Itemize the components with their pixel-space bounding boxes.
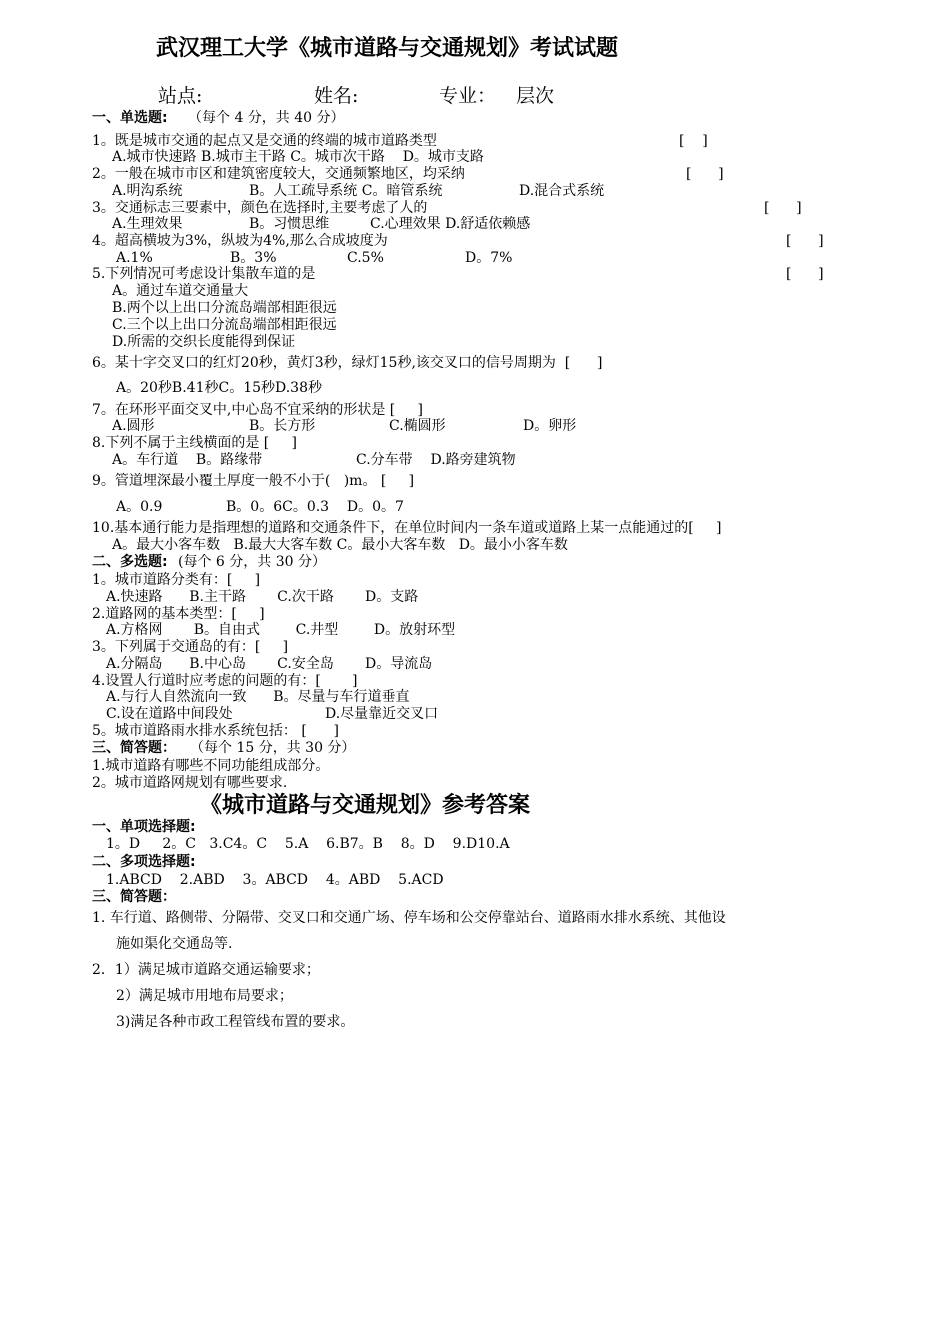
s2-q3-options: A.分隔岛 B.中心岛 C.安全岛 D。导流岛 (106, 656, 433, 672)
s1-q8: 8.下列不属于主线横面的是 [ ] (92, 435, 297, 451)
s1-q4-option-c: C.5% (347, 250, 384, 266)
s1-q5-option-c: C.三个以上出口分流岛端部相距很远 (112, 317, 337, 333)
s1-q9-option-bcd: B。0。6C。0.3 D。0。7 (226, 499, 404, 515)
s1-q2-option-d: D.混合式系统 (519, 183, 605, 199)
answers-short-2-line-3: 3)满足各种市政工程管线布置的要求。 (116, 1014, 355, 1030)
s1-q3-option-cd: C.心理效果 D.舒适依赖感 (370, 216, 531, 232)
answers-title: 《城市道路与交通规划》参考答案 (200, 792, 531, 818)
s2-q1: 1。城市道路分类有：[ ] (92, 572, 261, 588)
s2-q2-options: A.方格网 B。自由式 C.井型 D。放射环型 (106, 622, 456, 638)
s1-q5-option-a: A。通过车道交通量大 (112, 283, 249, 299)
s1-q2-option-a: A.明沟系统 (112, 183, 183, 199)
name-label: 姓名: (314, 85, 359, 107)
section-2-note: (每个 6 分，共 30 分） (178, 554, 326, 570)
s1-q1: 1。既是城市交通的起点又是交通的终端的城市道路类型 (92, 133, 437, 149)
s1-q4-option-d: D。7% (465, 250, 513, 266)
s2-q4-options-ab: A.与行人自然流向一致 B。尽量与车行道垂直 (106, 689, 410, 705)
station-label: 站点: (158, 85, 203, 107)
answers-heading-3: 三、简答题： (92, 889, 176, 905)
s1-q7-option-d: D。卵形 (523, 418, 577, 434)
section-1-heading: 一、单选题: (92, 110, 168, 126)
s1-q5-bracket: [ ] (786, 266, 824, 282)
s1-q6: 6。某十字交叉口的红灯20秒，黄灯3秒，绿灯15秒,该交叉口的信号周期为 [ ] (92, 355, 603, 371)
s1-q8-option-ab: A。车行道 B。路缘带 (112, 452, 263, 468)
s1-q7-option-b: B。长方形 (249, 418, 316, 434)
section-2-heading: 二、多选题: (92, 554, 168, 570)
s2-q4-option-c: C.设在道路中间段处 (106, 706, 233, 722)
s2-q5: 5。城市道路雨水排水系统包括： [ ] (92, 723, 339, 739)
s1-q4-option-b: B。3% (230, 250, 277, 266)
s1-q1-bracket: [ ] (679, 133, 708, 149)
s1-q4-option-a: A.1% (116, 250, 153, 266)
answers-multi-choice: 1.ABCD 2.ABD 3。ABCD 4。ABD 5.ACD (106, 872, 444, 888)
s1-q1-options: A.城市快速路 B.城市主干路 C。城市次干路 D。城市支路 (112, 149, 484, 165)
section-3-heading: 三、简答题： (92, 740, 176, 756)
s1-q3: 3。交通标志三要素中，颜色在选择时,主要考虑了人的 (92, 200, 428, 216)
s1-q2-option-bc: B。人工疏导系统 C。暗管系统 (249, 183, 443, 199)
major-label: 专业： (439, 85, 497, 107)
s1-q9: 9。管道埋深最小覆土厚度一般不小于( )m。 [ ] (92, 473, 415, 489)
answers-heading-2: 二、多项选择题: (92, 854, 196, 870)
answers-short-1-line-1: 1. 车行道、路侧带、分隔带、交叉口和交通广场、停车场和公交停靠站台、道路雨水排水系统、其他设 (92, 910, 726, 926)
s1-q10-options: A。最大小客车数 B.最大大客车数 C。最小大客车数 D。最小小客车数 (112, 537, 568, 553)
s2-q3: 3。下列属于交通岛的有：[ ] (92, 639, 289, 655)
s1-q4-bracket: [ ] (786, 233, 824, 249)
s1-q4: 4。超高横坡为3%，纵坡为4%,那么合成坡度为 (92, 233, 388, 249)
s1-q9-option-a: A。0.9 (116, 499, 163, 515)
s1-q2: 2。一般在城市市区和建筑密度较大，交通频繁地区，均采纳 (92, 166, 465, 182)
exam-title: 武汉理工大学《城市道路与交通规划》考试试题 (156, 35, 619, 61)
s2-q4-option-d: D.尽量靠近交叉口 (325, 706, 439, 722)
s1-q8-option-cd: C.分车带 D.路旁建筑物 (356, 452, 516, 468)
answers-short-1-line-2: 施如渠化交通岛等. (116, 936, 233, 952)
s1-q6-options: A。20秒B.41秒C。15秒D.38秒 (116, 380, 322, 396)
s1-q5-option-b: B.两个以上出口分流岛端部相距很远 (112, 300, 337, 316)
s2-q2: 2.道路网的基本类型：[ ] (92, 606, 265, 622)
s1-q10: 10.基本通行能力是指理想的道路和交通条件下，在单位时间内一条车道或道路上某一点能通过的[ ] (92, 520, 722, 536)
s3-q1: 1.城市道路有哪些不同功能组成部分。 (92, 758, 330, 774)
s1-q7-option-c: C.椭圆形 (389, 418, 446, 434)
s1-q3-option-b: B。习惯思维 (249, 216, 330, 232)
s3-q2: 2。城市道路网规划有哪些要求. (92, 775, 288, 791)
s1-q5: 5.下列情况可考虑设计集散车道的是 (92, 266, 316, 282)
s2-q1-options: A.快速路 B.主干路 C.次干路 D。支路 (106, 589, 419, 605)
level-label: 层次 (516, 85, 555, 107)
s1-q3-option-a: A.生理效果 (112, 216, 183, 232)
s1-q2-bracket: [ ] (686, 166, 724, 182)
section-1-note: （每个 4 分，共 40 分） (188, 110, 345, 126)
answers-heading-1: 一、单项选择题: (92, 819, 196, 835)
section-3-note: （每个 15 分，共 30 分） (190, 740, 356, 756)
s2-q4: 4.设置人行道时应考虑的问题的有：[ ] (92, 673, 358, 689)
s1-q7-option-a: A.圆形 (112, 418, 155, 434)
s1-q5-option-d: D.所需的交织长度能得到保证 (112, 334, 296, 350)
answers-short-2-line-2: 2）满足城市用地布局要求； (116, 988, 293, 1004)
s1-q7: 7。在环形平面交叉中,中心岛不宜采纳的形状是 [ ] (92, 402, 423, 418)
answers-single-choice: 1。D 2。C 3.C4。C 5.A 6.B7。B 8。D 9.D10.A (106, 836, 510, 852)
s1-q3-bracket: [ ] (764, 200, 802, 216)
answers-short-2-line-1: 2．1）满足城市道路交通运输要求； (92, 962, 320, 978)
